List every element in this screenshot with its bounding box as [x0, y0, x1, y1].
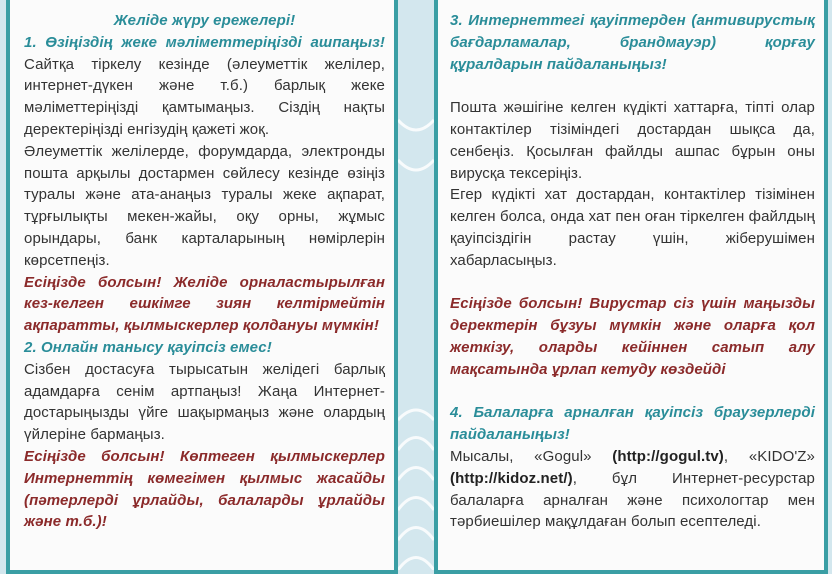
section-1-body: Сайтқа тіркелу кезінде (әлеуметтік желілер, интернет-дүкен және т.б.) барлық жеке мәліметтеріңізді қамтымаңыз. Сіздің нақты деректеріңізді енгізудің қажеті жоқ. [24, 55, 385, 138]
kidoz-link[interactable]: (http://kidoz.net/) [450, 469, 573, 487]
examples-suffix: , бұл Интернет-ресурстар балаларға арналған және психологтар мен тәрбиешілер мақұлдаған болып есептеледі. [450, 469, 815, 531]
section-2-warning: Есіңізде болсын! Көптеген қылмыскерлер Интернеттің көмегімен қылмыс жасайды (пәтерлерді ұрлайды, балаларды ұрлайды және т.б.)! [24, 447, 385, 531]
section-3-heading: 3. Интернеттегі қауіптерден (антивирустық бағдарламалар, брандмауэр) қорғау құралдарын пайдаланыңыз! [450, 12, 815, 73]
section-4-examples [450, 446, 815, 533]
panel-title [24, 10, 385, 32]
section-1-heading: 1. Өзіңіздің жеке мәліметтеріңізді ашпаңыз! [24, 33, 385, 51]
section-4-heading: 4. Балаларға арналған қауіпсіз браузерлерді пайдаланыңыз! [450, 404, 815, 444]
section-3-warning: Есіңізде болсын! Вирустар сіз үшін маңызды деректерін бұзуы мүмкін және оларға қол жеткізу, оларды кейіннен сатып алу мақсатында ұрлап кетуду көздейді [450, 295, 815, 378]
section-2-heading: 2. Онлайн танысу қауіпсіз емес! [24, 338, 272, 356]
section-3-body-2: Егер күдікті хат достардан, контактілер тізімінен келген болса, онда хат пен оған тіркелген файлдың қауіпсіздігін растау үшін, жіберушімен хабарласыңыз. [450, 186, 815, 269]
section-2-body: Сізбен достасуға тырысатын желідегі барлық адамдарға сенім артпаңыз! Жаңа Интернет-достарыңызды үйге шақырмаңыз және олардың үйлеріне бармаңыз. [24, 360, 385, 444]
spacer [450, 75, 815, 97]
section-1-warning: Есіңізде болсын! Желіде орналастырылған кез-келген ешкімге зиян келтірмейтін ақпаратты, қылмыскерлер қолдануы мүмкін! [24, 273, 385, 335]
section-3-body: Пошта жәшігіне келген күдікті хаттарға, тіпті олар контактілер тізіміндегі достардан шықса да, сенбеңіз. Қосылған файлды ашпас бұрын оны вирусқа тексеріңіз. [450, 99, 815, 182]
section-1-body-2: Әлеуметтік желілерде, форумдарда, электронды пошта арқылы достармен сөйлесу кезінде өзіңіз туралы және ата-анаңыз туралы жеке ақпарат, тұрғылықты мекен-жайы, оқу орны, жұмыс орындары, банк карталарының нөмірлерін көрсетпеңіз. [24, 142, 385, 269]
examples-prefix: Мысалы, «Gogul» [450, 447, 613, 465]
rules-title: Желіде жүру ережелері! [113, 12, 296, 29]
rules-panel-left [6, 0, 398, 574]
spacer [450, 381, 815, 403]
gogul-link[interactable]: (http://gogul.tv) [612, 447, 724, 465]
section-1 [24, 32, 385, 141]
examples-mid: , «KIDO'Z» [723, 447, 816, 465]
rules-panel-right [434, 0, 828, 574]
spacer [450, 272, 815, 294]
